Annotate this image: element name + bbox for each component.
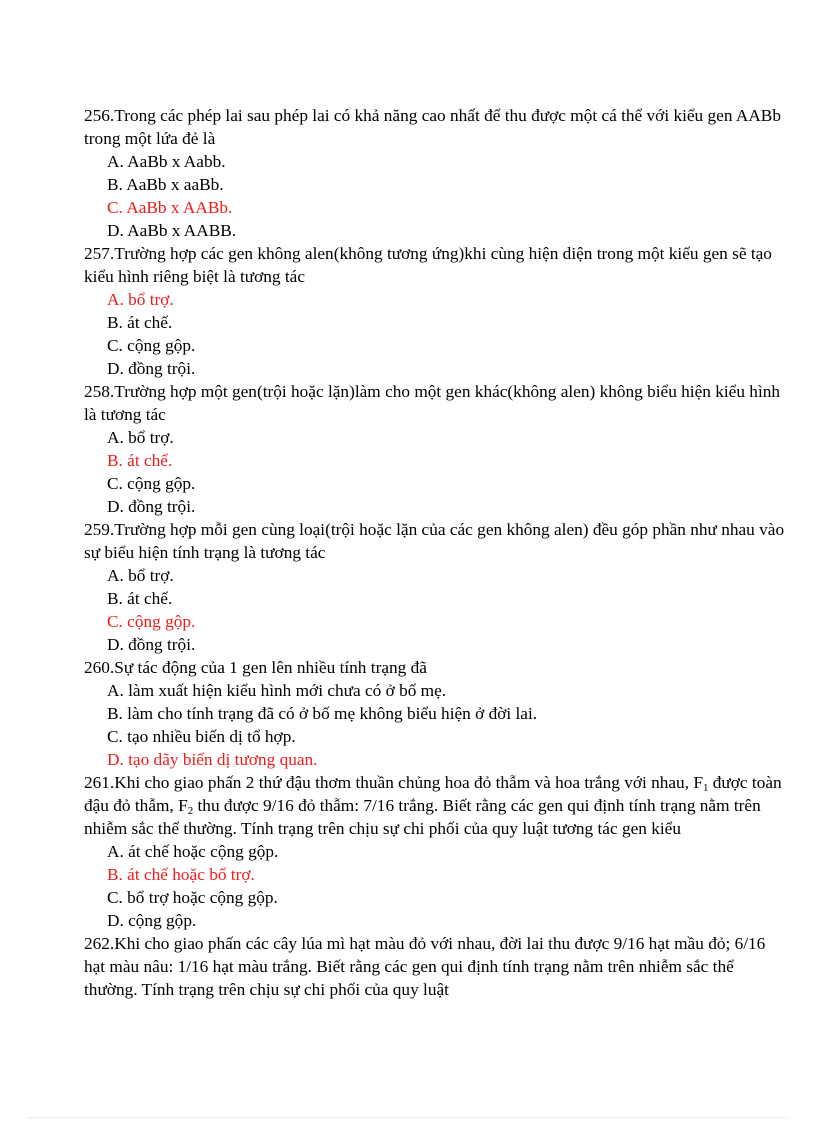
option-list — [84, 679, 788, 771]
question-stem: 260.Sự tác động của 1 gen lên nhiều tính trạng đã — [84, 658, 427, 677]
option-d: D. đồng trội. — [107, 635, 196, 654]
question-260 — [84, 656, 788, 771]
question-stem: 259.Trường hợp mỗi gen cùng loại(trội hoặc lặn của các gen không alen) đều góp phần như nhau vào sự biểu hiện tính trạng là tương tác — [84, 520, 785, 562]
option-a: A. bổ trợ. — [107, 428, 174, 447]
question-sheet — [84, 104, 788, 1001]
option-a-correct: A. bổ trợ. — [107, 290, 174, 309]
subscript-f1: 1 — [702, 782, 709, 794]
option-a: A. làm xuất hiện kiểu hình mới chưa có ở bố mẹ. — [107, 681, 447, 700]
option-d: D. đồng trội. — [107, 497, 196, 516]
option-list — [84, 426, 788, 518]
option-c: C. cộng gộp. — [107, 336, 196, 355]
stem-text: 261.Khi cho giao phấn 2 thứ đậu thơm thuần chủng hoa đỏ thẫm và hoa trắng với nhau, F — [84, 773, 703, 792]
question-stem: 256.Trong các phép lai sau phép lai có khả năng cao nhất để thu được một cá thể với kiểu gen AABb trong một lứa đẻ là — [84, 106, 781, 148]
option-b: B. làm cho tính trạng đã có ở bố mẹ không biểu hiện ở đời lai. — [107, 704, 538, 723]
question-stem: 258.Trường hợp một gen(trội hoặc lặn)làm cho một gen khác(không alen) không biểu hiện kiểu hình là tương tác — [84, 382, 781, 424]
option-c: C. cộng gộp. — [107, 474, 196, 493]
option-list — [84, 840, 788, 932]
stem-text: được toàn đậu đỏ thẫm, F — [84, 773, 782, 815]
question-257 — [84, 242, 788, 380]
question-258 — [84, 380, 788, 518]
option-c-correct: C. cộng gộp. — [107, 612, 196, 631]
option-d: D. AaBb x AABB. — [107, 221, 237, 240]
option-a: A. bổ trợ. — [107, 566, 174, 585]
option-b: B. át chế. — [107, 313, 173, 332]
page-bottom-divider — [28, 1117, 788, 1118]
stem-text: thu được 9/16 đỏ thẫm: 7/16 trắng. Biết rằng các gen qui định tính trạng nằm trên nhiễm sắc thể thường. Tính trạng trên chịu sự chi phối của quy luật tương tác gen kiểu — [84, 796, 761, 838]
option-d: D. đồng trội. — [107, 359, 196, 378]
option-c-correct: C. AaBb x AABb. — [107, 198, 233, 217]
option-list — [84, 150, 788, 242]
question-stem: 262.Khi cho giao phấn các cây lúa mì hạt màu đỏ với nhau, đời lai thu được 9/16 hạt mầu đỏ; 6/16 hạt màu nâu: 1/16 hạt màu trắng. Biết rằng các gen qui định tính trạng nằm trên nhiễm sắc thể thường. Tính trạng trên chịu sự chi phối của quy luật — [84, 934, 766, 999]
option-d: D. cộng gộp. — [107, 911, 197, 930]
option-a: A. AaBb x Aabb. — [107, 152, 226, 171]
question-256 — [84, 104, 788, 242]
option-b: B. át chế. — [107, 589, 173, 608]
option-list — [84, 288, 788, 380]
option-b: B. AaBb x aaBb. — [107, 175, 224, 194]
option-a: A. át chế hoặc cộng gộp. — [107, 842, 279, 861]
option-b-correct: B. át chế hoặc bổ trợ. — [107, 865, 255, 884]
option-list — [84, 564, 788, 656]
question-stem: 257.Trường hợp các gen không alen(không tương ứng)khi cùng hiện diện trong một kiểu gen sẽ tạo kiểu hình riêng biệt là tương tác — [84, 244, 772, 286]
question-261 — [84, 771, 788, 932]
subscript-f2: 2 — [187, 805, 194, 817]
option-c: C. bổ trợ hoặc cộng gộp. — [107, 888, 278, 907]
question-stem — [84, 771, 788, 840]
option-d-correct: D. tạo dãy biến dị tương quan. — [107, 750, 318, 769]
question-262 — [84, 932, 788, 1001]
question-259 — [84, 518, 788, 656]
option-c: C. tạo nhiều biến dị tổ hợp. — [107, 727, 296, 746]
option-b-correct: B. át chế. — [107, 451, 173, 470]
